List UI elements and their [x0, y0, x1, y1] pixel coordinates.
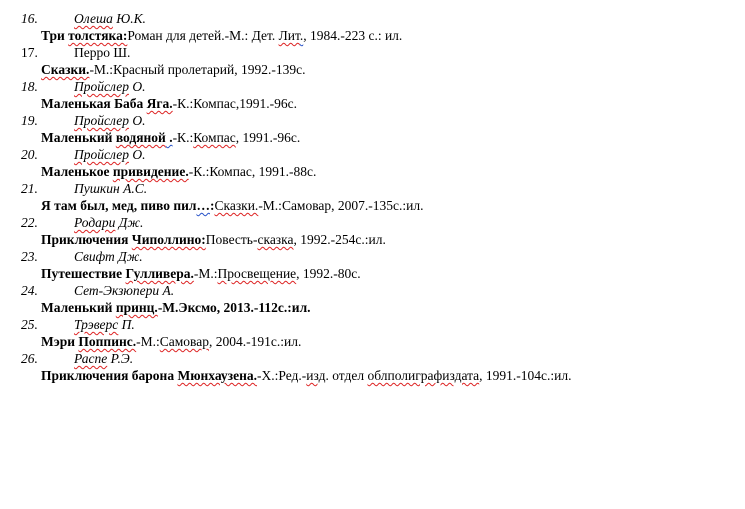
entry-title-text: -М.Эксмо	[157, 300, 217, 315]
author-initials: Р.Э.	[107, 351, 134, 366]
author-initials: О.	[128, 79, 146, 94]
spellcheck-marked-text[interactable]: толстяка:	[68, 28, 128, 43]
bibliography-entry	[0, 112, 572, 146]
author-initials: Сет-Экзюпери А.	[74, 283, 175, 298]
entry-author	[74, 350, 133, 367]
entry-number: 24.	[21, 283, 38, 298]
spellcheck-marked-text[interactable]: Лит	[278, 28, 300, 43]
entry-publication-text: Роман для детей.-М.: Дет.	[127, 28, 279, 43]
bibliography-entry	[0, 350, 572, 384]
entry-title-line	[0, 265, 572, 282]
entry-publication-text: -К.:Компас,1991.-96с.	[172, 96, 297, 111]
entry-title-text: Приключения	[41, 232, 132, 247]
entry-number: 18.	[21, 79, 38, 94]
entry-title-text: Маленький	[41, 300, 116, 315]
entry-publication-text: , 1991.-104с.:ил.	[479, 368, 572, 383]
entry-title-text: Маленькое	[41, 164, 113, 179]
spellcheck-marked-text[interactable]: Гулливера.	[125, 266, 194, 281]
entry-title-line	[0, 367, 572, 384]
entry-title-text: Мэри	[41, 334, 79, 349]
entry-author	[74, 146, 145, 163]
author-line	[0, 180, 572, 197]
spellcheck-marked-word[interactable]: Трэверс	[74, 317, 119, 332]
entry-number: 17.	[21, 45, 38, 60]
spellcheck-marked-text[interactable]: изд	[306, 368, 326, 383]
entry-publication-text: -К.:	[172, 130, 194, 145]
bibliography-list	[0, 10, 572, 384]
entry-publication-text: Повесть-	[205, 232, 258, 247]
entry-number: 23.	[21, 249, 38, 264]
spellcheck-marked-word[interactable]: Распе	[74, 351, 108, 366]
entry-title-line	[0, 95, 572, 112]
entry-publication-text: , 1984.-223 с.: ил.	[303, 28, 403, 43]
spellcheck-marked-text[interactable]: Просвещение	[217, 266, 297, 281]
bibliography-entry	[0, 146, 572, 180]
entry-author	[74, 248, 143, 265]
spellcheck-marked-text[interactable]: Сказки.	[41, 62, 90, 77]
spellcheck-marked-text[interactable]: принц.	[115, 300, 158, 315]
entry-publication-text: , 2004.-191с.:ил.	[209, 334, 302, 349]
spellcheck-marked-text[interactable]: Чиполлино:	[131, 232, 206, 247]
spellcheck-marked-text[interactable]: …	[196, 198, 210, 213]
author-initials: О.	[128, 113, 146, 128]
entry-title-text: Маленькая Баба	[41, 96, 147, 111]
author-line	[0, 248, 572, 265]
spellcheck-marked-text[interactable]: сказка	[257, 232, 294, 247]
author-initials: Ю.К.	[112, 11, 146, 26]
author-line	[0, 214, 572, 231]
spellcheck-marked-text[interactable]: .	[165, 130, 173, 145]
spellcheck-marked-word[interactable]: Родари	[74, 215, 116, 230]
entry-number: 26.	[21, 351, 38, 366]
spellcheck-marked-word[interactable]: Пройслер	[74, 147, 129, 162]
author-line	[0, 350, 572, 367]
author-initials: Дж.	[115, 215, 144, 230]
bibliography-entry	[0, 10, 572, 44]
author-line	[0, 146, 572, 163]
entry-publication-text: -М.:	[136, 334, 160, 349]
entry-title-text: :	[209, 198, 215, 213]
bibliography-entry	[0, 78, 572, 112]
entry-number: 19.	[21, 113, 38, 128]
spellcheck-marked-text[interactable]: Компас	[193, 130, 236, 145]
bibliography-entry	[0, 282, 572, 316]
spellcheck-marked-text[interactable]: .	[299, 28, 304, 43]
entry-publication-text: , 1991.-96с.	[235, 130, 301, 145]
bibliography-entry	[0, 44, 572, 78]
entry-number: 25.	[21, 317, 38, 332]
bibliography-entry	[0, 248, 572, 282]
entry-author	[74, 214, 143, 231]
entry-title-text: Три	[41, 28, 69, 43]
spellcheck-marked-text[interactable]: Самовар	[159, 334, 209, 349]
entry-author	[74, 282, 174, 299]
entry-title-line	[0, 197, 572, 214]
entry-publication-text: , 1992.-254с.:ил.	[293, 232, 386, 247]
entry-number: 22.	[21, 215, 38, 230]
spellcheck-marked-text[interactable]: Поппинс.	[78, 334, 137, 349]
entry-title-line	[0, 333, 572, 350]
author-initials: П.	[118, 317, 135, 332]
entry-publication-text: -Х.:Ред.-	[257, 368, 307, 383]
spellcheck-marked-text[interactable]: Яга.	[146, 96, 173, 111]
entry-number: 21.	[21, 181, 38, 196]
entry-publication-text: -К.:Компас, 1991.-88с.	[188, 164, 317, 179]
spellcheck-marked-text[interactable]: облполиграфиздата	[367, 368, 480, 383]
entry-title-line	[0, 27, 572, 44]
spellcheck-marked-text[interactable]: Мюнхаузена.	[177, 368, 257, 383]
entry-title-line	[0, 163, 572, 180]
entry-author	[74, 316, 135, 333]
spellcheck-marked-word[interactable]: Пройслер	[74, 79, 129, 94]
entry-number: 20.	[21, 147, 38, 162]
entry-title-line	[0, 299, 572, 316]
author-initials: Перро Ш.	[74, 45, 131, 60]
entry-title-line	[0, 231, 572, 248]
entry-title-text: Маленький	[41, 130, 116, 145]
entry-title-text: Я там был, мед, пиво пил	[41, 198, 197, 213]
entry-publication-text: . отдел	[325, 368, 368, 383]
spellcheck-marked-text[interactable]: водяной	[115, 130, 166, 145]
author-line	[0, 10, 572, 27]
author-line	[0, 44, 572, 61]
author-line	[0, 316, 572, 333]
entry-author	[74, 10, 146, 27]
bibliography-entry	[0, 214, 572, 248]
author-initials: О.	[128, 147, 146, 162]
entry-title-line	[0, 129, 572, 146]
entry-title-text: , 2013.-112с.:ил.	[216, 300, 311, 315]
spellcheck-marked-word[interactable]: Олеша	[74, 11, 113, 26]
entry-author	[74, 44, 130, 61]
author-line	[0, 112, 572, 129]
spellcheck-marked-text[interactable]: привидение.	[112, 164, 189, 179]
entry-title-text: Приключения барона	[41, 368, 178, 383]
entry-publication-text: -М.:Красный пролетарий, 1992.-139с.	[89, 62, 306, 77]
entry-title-text: Путешествие	[41, 266, 126, 281]
author-line	[0, 282, 572, 299]
author-initials: Пушкин А.С.	[74, 181, 148, 196]
spellcheck-marked-word[interactable]: Пройслер	[74, 113, 129, 128]
entry-number: 16.	[21, 11, 38, 26]
entry-author	[74, 112, 145, 129]
entry-publication-text: -М.:	[193, 266, 218, 281]
entry-author	[74, 180, 147, 197]
author-line	[0, 78, 572, 95]
entry-author	[74, 78, 145, 95]
entry-title-line	[0, 61, 572, 78]
spellcheck-marked-text[interactable]: Сказки.	[214, 198, 259, 213]
entry-publication-text: -М.:Самовар, 2007.-135с.:ил.	[258, 198, 424, 213]
author-initials: Свифт Дж.	[74, 249, 143, 264]
bibliography-entry	[0, 180, 572, 214]
bibliography-entry	[0, 316, 572, 350]
entry-publication-text: , 1992.-80с.	[296, 266, 361, 281]
